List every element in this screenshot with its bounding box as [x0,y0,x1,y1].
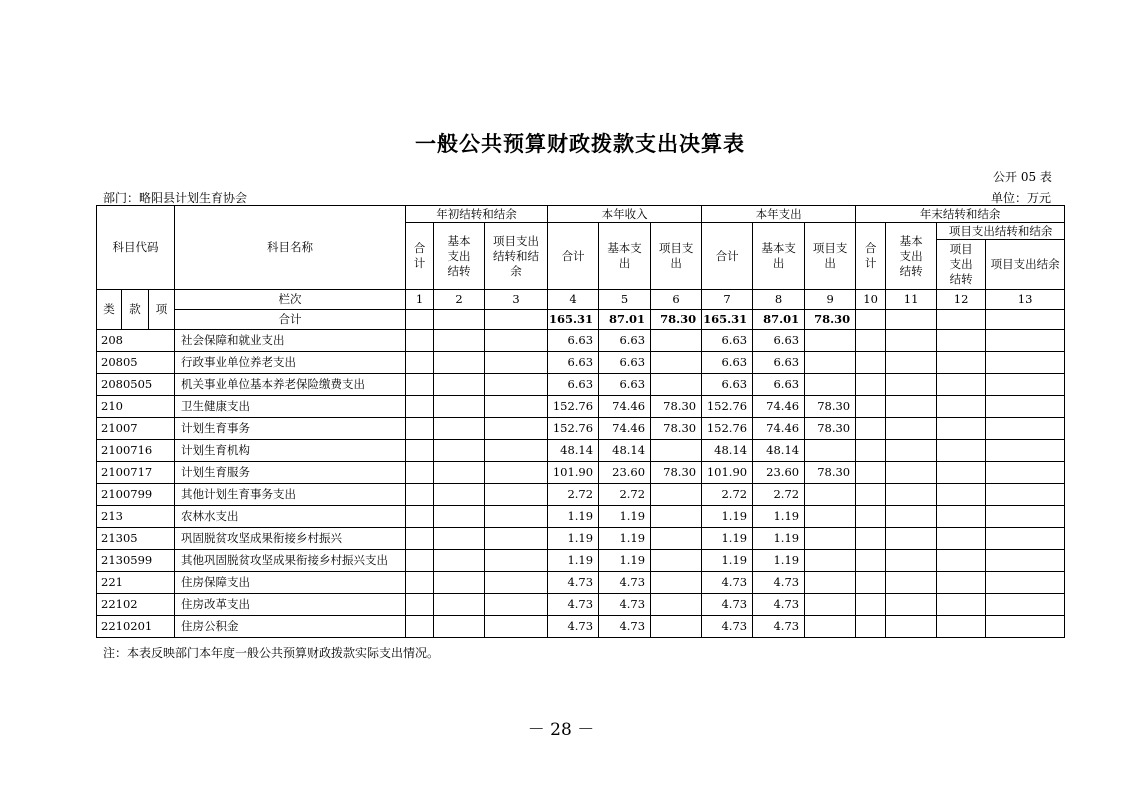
column-number: 7 [702,290,753,310]
amount-cell [886,374,937,396]
amount-cell: 6.63 [548,352,599,374]
amount-cell [986,616,1065,638]
amount-cell [937,352,986,374]
amount-cell [886,330,937,352]
header-expense-project: 项目支出 [805,223,856,290]
amount-cell [986,374,1065,396]
amount-cell: 4.73 [599,616,651,638]
subject-name: 住房改革支出 [175,594,406,616]
amount-cell [937,330,986,352]
table-row [97,594,1065,616]
amount-cell: 6.63 [599,374,651,396]
amount-cell [805,594,856,616]
amount-cell: 1.19 [599,506,651,528]
subject-code: 2100799 [97,484,175,506]
amount-cell [805,484,856,506]
header-group-end: 年末结转和结余 [856,206,1065,223]
amount-cell: 1.19 [702,550,753,572]
department-label: 部门：略阳县计划生育协会 [103,191,248,205]
amount-cell [856,440,886,462]
amount-cell: 78.30 [651,462,702,484]
amount-cell: 101.90 [548,462,599,484]
total-cell [986,310,1065,330]
header-end-project-surplus: 项目支出结余 [986,240,1065,290]
amount-cell: 74.46 [753,418,805,440]
amount-cell: 78.30 [805,462,856,484]
amount-cell: 78.30 [805,418,856,440]
amount-cell: 2.72 [702,484,753,506]
amount-cell: 4.73 [702,594,753,616]
table-row [97,352,1065,374]
amount-cell [856,528,886,550]
amount-cell [485,418,548,440]
amount-cell: 6.63 [702,352,753,374]
subject-code: 2100716 [97,440,175,462]
amount-cell [805,440,856,462]
amount-cell [937,594,986,616]
amount-cell [986,528,1065,550]
header-begin-total: 合计 [406,223,434,290]
amount-cell: 152.76 [548,396,599,418]
amount-cell [434,616,485,638]
amount-cell [651,352,702,374]
amount-cell [986,352,1065,374]
amount-cell [805,506,856,528]
subject-code: 2100717 [97,462,175,484]
amount-cell [886,396,937,418]
subject-name: 机关事业单位基本养老保险缴费支出 [175,374,406,396]
amount-cell: 48.14 [599,440,651,462]
amount-cell: 1.19 [548,550,599,572]
column-number: 10 [856,290,886,310]
amount-cell: 78.30 [651,396,702,418]
subject-code: 20805 [97,352,175,374]
expenditure-table [96,205,1065,638]
amount-cell [937,462,986,484]
amount-cell: 4.73 [753,594,805,616]
amount-cell [485,440,548,462]
header-subject-name: 科目名称 [175,206,406,290]
header-end-project-group: 项目支出结转和结余 [937,223,1065,240]
subject-name: 农林水支出 [175,506,406,528]
amount-cell [856,616,886,638]
table-row [97,484,1065,506]
table-row [97,462,1065,484]
total-cell [485,310,548,330]
subject-code: 208 [97,330,175,352]
total-cell: 78.30 [651,310,702,330]
amount-cell: 74.46 [599,396,651,418]
amount-cell: 6.63 [753,330,805,352]
amount-cell [651,374,702,396]
amount-cell [886,418,937,440]
subject-name: 巩固脱贫攻坚成果衔接乡村振兴 [175,528,406,550]
column-number-label: 栏次 [175,290,406,310]
amount-cell [434,396,485,418]
subject-name: 计划生育事务 [175,418,406,440]
amount-cell: 1.19 [599,550,651,572]
subject-code: 21305 [97,528,175,550]
subject-code: 221 [97,572,175,594]
amount-cell [986,330,1065,352]
amount-cell [485,462,548,484]
amount-cell: 4.73 [548,594,599,616]
header-kuan: 款 [122,290,149,330]
page-number: － 28 － [527,720,595,740]
table-row [97,616,1065,638]
header-xiang: 项 [149,290,175,330]
amount-cell [937,528,986,550]
amount-cell: 4.73 [753,616,805,638]
amount-cell [856,594,886,616]
amount-cell: 1.19 [548,528,599,550]
amount-cell: 4.73 [753,572,805,594]
total-cell [886,310,937,330]
subject-code: 2210201 [97,616,175,638]
amount-cell [856,396,886,418]
amount-cell [886,352,937,374]
amount-cell [485,572,548,594]
amount-cell: 1.19 [753,550,805,572]
amount-cell [485,352,548,374]
subject-name: 行政事业单位养老支出 [175,352,406,374]
amount-cell [406,374,434,396]
amount-cell: 6.63 [753,352,805,374]
amount-cell: 152.76 [548,418,599,440]
amount-cell: 4.73 [548,572,599,594]
amount-cell [485,528,548,550]
amount-cell [886,550,937,572]
column-number: 2 [434,290,485,310]
subject-code: 22102 [97,594,175,616]
column-number: 13 [986,290,1065,310]
amount-cell [434,418,485,440]
amount-cell [986,594,1065,616]
form-number: 公开 05 表 [993,170,1052,184]
amount-cell [937,616,986,638]
amount-cell: 4.73 [548,616,599,638]
column-number: 1 [406,290,434,310]
amount-cell: 6.63 [753,374,805,396]
header-end-basic-transfer: 基本支出结转 [886,223,937,290]
amount-cell: 1.19 [702,528,753,550]
amount-cell: 1.19 [753,506,805,528]
amount-cell [406,330,434,352]
amount-cell [485,374,548,396]
amount-cell [886,572,937,594]
amount-cell [805,528,856,550]
amount-cell [651,616,702,638]
amount-cell [937,572,986,594]
amount-cell [651,330,702,352]
column-number: 6 [651,290,702,310]
amount-cell [434,506,485,528]
amount-cell: 6.63 [702,374,753,396]
amount-cell [434,528,485,550]
table-row [97,330,1065,352]
header-group-income: 本年收入 [548,206,702,223]
total-cell: 165.31 [548,310,599,330]
amount-cell [805,572,856,594]
amount-cell [805,550,856,572]
header-income-basic: 基本支出 [599,223,651,290]
subject-code: 2080505 [97,374,175,396]
amount-cell [856,462,886,484]
amount-cell [434,572,485,594]
subject-code: 21007 [97,418,175,440]
amount-cell [434,550,485,572]
amount-cell [856,506,886,528]
amount-cell [406,550,434,572]
amount-cell: 4.73 [599,594,651,616]
header-income-total: 合计 [548,223,599,290]
amount-cell [651,550,702,572]
footnote: 注：本表反映部门本年度一般公共预算财政拨款实际支出情况。 [103,646,440,660]
header-group-expense: 本年支出 [702,206,856,223]
amount-cell: 48.14 [702,440,753,462]
amount-cell [434,484,485,506]
table-row [97,396,1065,418]
amount-cell [886,594,937,616]
amount-cell [651,572,702,594]
amount-cell [651,506,702,528]
header-begin-project-transfer-surplus: 项目支出结转和结余 [485,223,548,290]
amount-cell [986,484,1065,506]
column-number: 3 [485,290,548,310]
subject-name: 其他计划生育事务支出 [175,484,406,506]
header-expense-total: 合计 [702,223,753,290]
amount-cell: 2.72 [599,484,651,506]
amount-cell [805,374,856,396]
amount-cell: 6.63 [548,330,599,352]
amount-cell [986,506,1065,528]
amount-cell [406,506,434,528]
header-lei: 类 [97,290,122,330]
amount-cell [485,594,548,616]
amount-cell [805,330,856,352]
total-cell: 78.30 [805,310,856,330]
table-row [97,572,1065,594]
table-row [97,528,1065,550]
amount-cell [856,418,886,440]
column-number: 12 [937,290,986,310]
table-row [97,418,1065,440]
table-row [97,440,1065,462]
column-number: 9 [805,290,856,310]
amount-cell: 1.19 [599,528,651,550]
total-cell [856,310,886,330]
amount-cell: 48.14 [548,440,599,462]
amount-cell: 74.46 [599,418,651,440]
amount-cell [485,506,548,528]
amount-cell: 6.63 [702,330,753,352]
amount-cell [485,396,548,418]
amount-cell [886,528,937,550]
amount-cell [937,506,986,528]
subject-code: 213 [97,506,175,528]
amount-cell [406,440,434,462]
total-cell [937,310,986,330]
total-cell: 87.01 [753,310,805,330]
amount-cell [986,572,1065,594]
amount-cell: 101.90 [702,462,753,484]
amount-cell [485,616,548,638]
amount-cell [406,418,434,440]
amount-cell: 1.19 [753,528,805,550]
header-end-project-transfer: 项目支出结转 [937,240,986,290]
amount-cell [434,440,485,462]
subject-name: 卫生健康支出 [175,396,406,418]
amount-cell [485,550,548,572]
amount-cell [406,616,434,638]
amount-cell [434,352,485,374]
column-number: 11 [886,290,937,310]
amount-cell [406,484,434,506]
amount-cell: 2.72 [548,484,599,506]
amount-cell [434,594,485,616]
amount-cell [856,550,886,572]
amount-cell [937,550,986,572]
amount-cell [856,330,886,352]
amount-cell [406,396,434,418]
amount-cell [406,572,434,594]
subject-code: 2130599 [97,550,175,572]
subject-name: 计划生育机构 [175,440,406,462]
unit-label: 单位：万元 [991,191,1052,205]
subject-name: 住房保障支出 [175,572,406,594]
amount-cell: 23.60 [599,462,651,484]
header-income-project: 项目支出 [651,223,702,290]
total-cell [406,310,434,330]
table-title: 一般公共预算财政拨款支出决算表 [415,131,745,156]
amount-cell: 78.30 [805,396,856,418]
header-subject-code: 科目代码 [97,206,175,290]
amount-cell [937,418,986,440]
amount-cell [651,440,702,462]
amount-cell: 152.76 [702,396,753,418]
amount-cell [856,572,886,594]
amount-cell [406,462,434,484]
amount-cell: 4.73 [702,616,753,638]
amount-cell [805,616,856,638]
amount-cell [406,594,434,616]
amount-cell: 6.63 [599,330,651,352]
table-row [97,506,1065,528]
amount-cell [886,462,937,484]
amount-cell [434,330,485,352]
amount-cell [651,528,702,550]
amount-cell [485,484,548,506]
amount-cell [485,330,548,352]
amount-cell [886,506,937,528]
amount-cell: 23.60 [753,462,805,484]
amount-cell [651,594,702,616]
subject-code: 210 [97,396,175,418]
amount-cell: 152.76 [702,418,753,440]
amount-cell [986,418,1065,440]
amount-cell: 48.14 [753,440,805,462]
amount-cell: 78.30 [651,418,702,440]
amount-cell [886,440,937,462]
amount-cell [856,374,886,396]
amount-cell: 1.19 [702,506,753,528]
amount-cell [937,440,986,462]
total-cell: 87.01 [599,310,651,330]
subject-name: 计划生育服务 [175,462,406,484]
header-group-begin: 年初结转和结余 [406,206,548,223]
total-row-label: 合计 [175,310,406,330]
amount-cell: 6.63 [548,374,599,396]
header-expense-basic: 基本支出 [753,223,805,290]
header-begin-basic-transfer: 基本支出结转 [434,223,485,290]
amount-cell [986,550,1065,572]
amount-cell [406,352,434,374]
column-number: 8 [753,290,805,310]
total-cell: 165.31 [702,310,753,330]
table-row [97,550,1065,572]
amount-cell [886,616,937,638]
column-number: 4 [548,290,599,310]
amount-cell: 4.73 [599,572,651,594]
amount-cell: 1.19 [548,506,599,528]
amount-cell [434,374,485,396]
amount-cell [886,484,937,506]
amount-cell [805,352,856,374]
table-row [97,374,1065,396]
column-number: 5 [599,290,651,310]
amount-cell: 74.46 [753,396,805,418]
header-end-total: 合计 [856,223,886,290]
subject-name: 住房公积金 [175,616,406,638]
amount-cell [856,484,886,506]
total-cell [434,310,485,330]
amount-cell [986,440,1065,462]
subject-name: 其他巩固脱贫攻坚成果衔接乡村振兴支出 [175,550,406,572]
subject-name: 社会保障和就业支出 [175,330,406,352]
amount-cell [856,352,886,374]
amount-cell: 4.73 [702,572,753,594]
amount-cell [937,484,986,506]
amount-cell [434,462,485,484]
amount-cell: 6.63 [599,352,651,374]
amount-cell [986,462,1065,484]
amount-cell [986,396,1065,418]
amount-cell [937,374,986,396]
amount-cell [937,396,986,418]
amount-cell [406,528,434,550]
amount-cell: 2.72 [753,484,805,506]
amount-cell [651,484,702,506]
